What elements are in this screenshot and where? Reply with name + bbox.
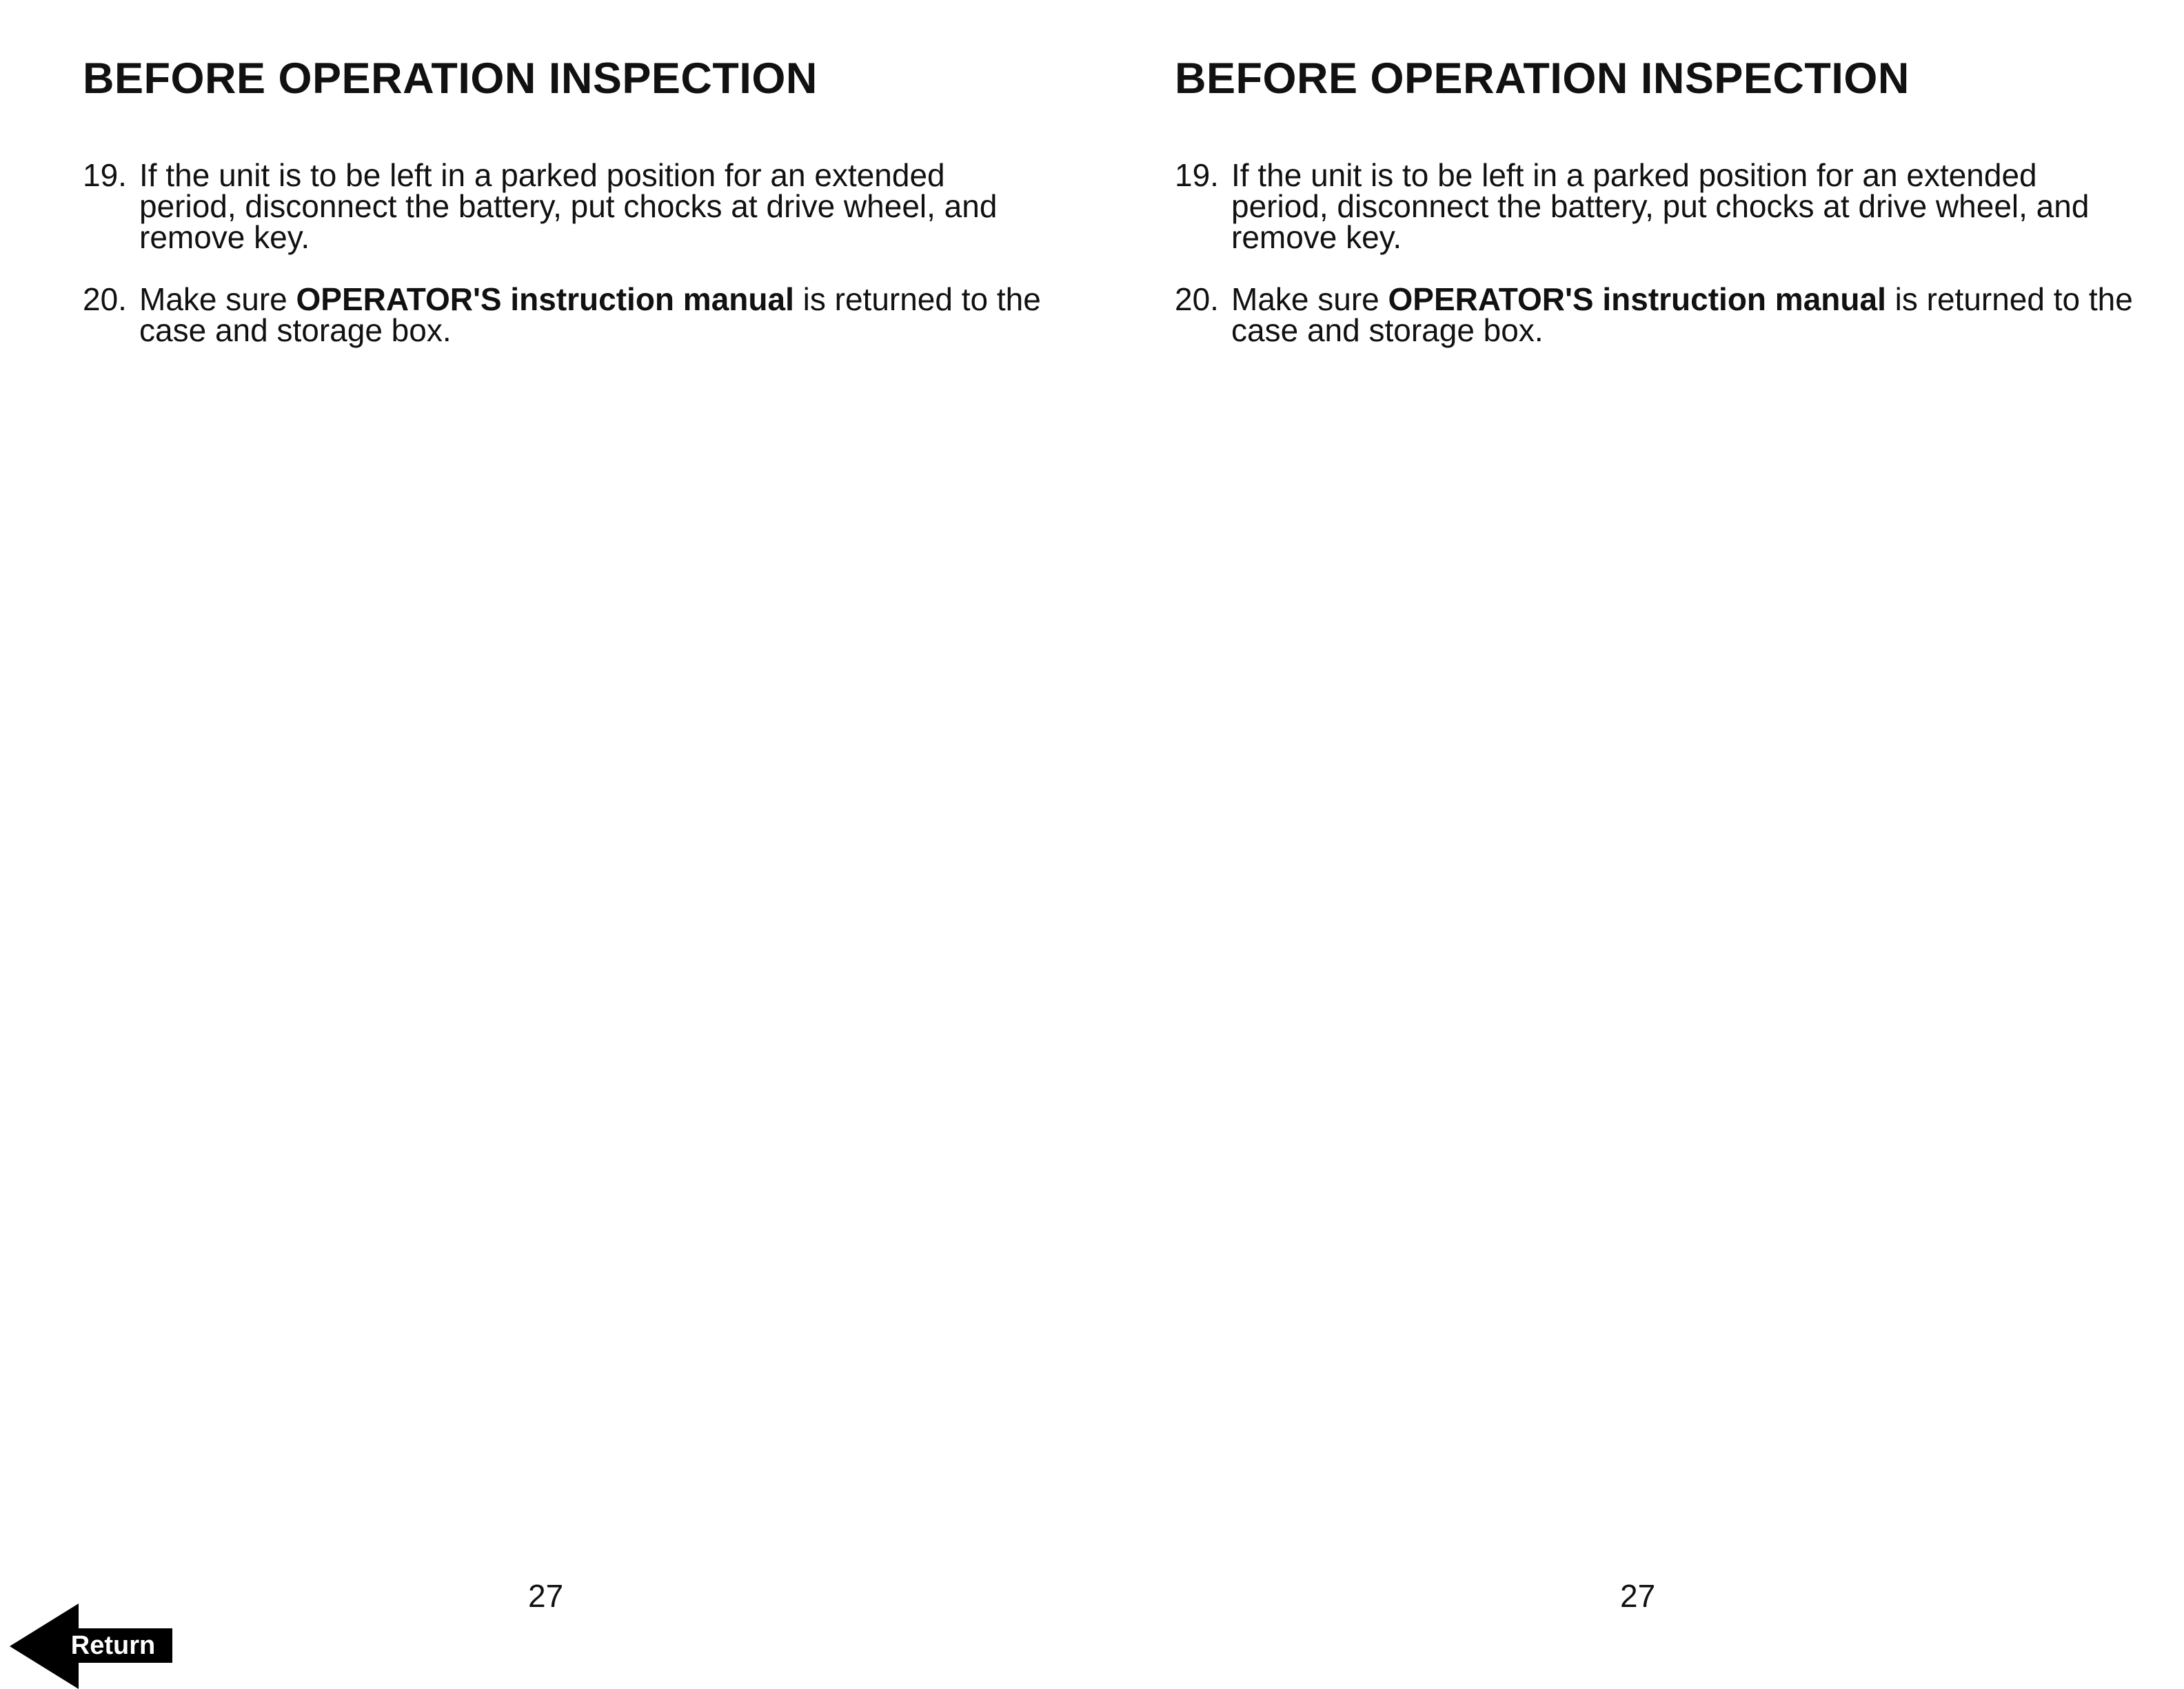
item-text: If the unit is to be left in a parked position for an extended period, disconnect the battery, put chocks at drive wheel, and remove key. <box>139 157 998 255</box>
inspection-list <box>1175 157 2140 377</box>
item-text-after: is returned to the case and storage box. <box>139 281 1041 348</box>
item-text <box>139 281 1048 348</box>
page-title: BEFORE OPERATION INSPECTION <box>1175 54 1910 103</box>
item-number: 19. <box>83 157 127 193</box>
list-item-20 <box>1175 281 2140 348</box>
item-number: 19. <box>1175 157 1219 193</box>
left-page <box>0 0 1092 1688</box>
item-text <box>1231 281 2140 348</box>
item-number: 20. <box>1175 281 1219 317</box>
item-text-after: is returned to the case and storage box. <box>1231 281 2133 348</box>
page-number: 27 <box>1620 1578 1656 1614</box>
list-item-20 <box>83 281 1048 348</box>
list-item-19 <box>1175 157 2140 255</box>
return-label: Return <box>70 1631 156 1660</box>
page-title: BEFORE OPERATION INSPECTION <box>83 54 818 103</box>
inspection-list <box>83 157 1048 377</box>
item-text-before: Make sure <box>139 281 296 317</box>
manual-reference: OPERATOR'S instruction manual <box>1388 281 1886 317</box>
manual-reference: OPERATOR'S instruction manual <box>296 281 794 317</box>
item-text-before: Make sure <box>1231 281 1388 317</box>
item-number: 20. <box>83 281 127 317</box>
right-page <box>1092 0 2184 1688</box>
page-number: 27 <box>528 1578 564 1614</box>
item-text: If the unit is to be left in a parked position for an extended period, disconnect the battery, put chocks at drive wheel, and remove key. <box>1231 157 2090 255</box>
list-item-19 <box>83 157 1048 255</box>
return-button[interactable] <box>10 1604 182 1689</box>
